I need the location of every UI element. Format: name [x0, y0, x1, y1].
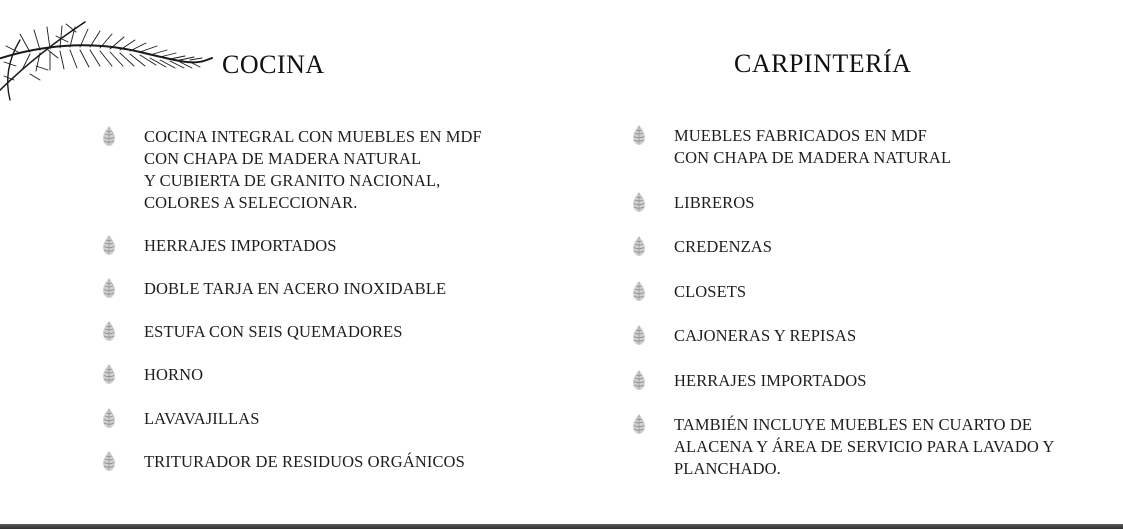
list-item [630, 325, 856, 347]
list-item-text: COCINA INTEGRAL CON MUEBLES EN MDF CON CHAPA DE MADERA NATURAL Y CUBIERTA DE GRANITO NACIONAL, COLORES A SELECCIONAR. [144, 127, 482, 212]
pinecone-icon [100, 363, 118, 385]
list-item-text: CLOSETS [674, 282, 747, 301]
list-item [100, 278, 446, 300]
list-item [630, 414, 1055, 480]
list-item [630, 370, 867, 392]
list-item-text: TRITURADOR DE RESIDUOS ORGÁNICOS [144, 452, 465, 471]
bottom-divider [0, 524, 1123, 529]
pinecone-icon [630, 235, 648, 257]
list-item-text: LIBREROS [674, 193, 755, 212]
list-item-text: LAVAVAJILLAS [144, 409, 260, 428]
pinecone-icon [100, 450, 118, 472]
pinecone-icon [100, 234, 118, 256]
list-item-text: DOBLE TARJA EN ACERO INOXIDABLE [144, 279, 447, 298]
pinecone-icon [100, 277, 118, 299]
list-item [630, 192, 755, 214]
pinecone-icon [100, 125, 118, 147]
list-item-text: CREDENZAS [674, 237, 773, 256]
pinecone-icon [630, 124, 648, 146]
list-item [100, 451, 465, 473]
list-item [100, 235, 337, 257]
pinecone-icon [630, 324, 648, 346]
list-item [630, 125, 951, 169]
pinecone-icon [630, 280, 648, 302]
pine-branch-icon [0, 0, 220, 110]
list-item [630, 236, 772, 258]
list-item-text: CAJONERAS Y REPISAS [674, 326, 857, 345]
list-item-text: HERRAJES IMPORTADOS [674, 371, 867, 390]
pinecone-icon [630, 191, 648, 213]
pinecone-icon [100, 320, 118, 342]
list-item [100, 126, 482, 214]
pinecone-icon [630, 369, 648, 391]
list-item-text: MUEBLES FABRICADOS EN MDF CON CHAPA DE MADERA NATURAL [674, 126, 952, 167]
list-item [630, 281, 746, 303]
list-item [100, 408, 260, 430]
pinecone-icon [630, 413, 648, 435]
list-item [100, 321, 403, 343]
carpinteria-title: CARPINTERÍA [734, 49, 912, 78]
list-item-text: HERRAJES IMPORTADOS [144, 236, 337, 255]
list-item-text: HORNO [144, 365, 204, 384]
list-item [100, 364, 203, 386]
list-item-text: ESTUFA CON SEIS QUEMADORES [144, 322, 403, 341]
list-item-text: TAMBIÉN INCLUYE MUEBLES EN CUARTO DE ALACENA Y ÁREA DE SERVICIO PARA LAVADO Y PLANCHADO. [674, 415, 1055, 478]
cocina-title: COCINA [222, 50, 325, 79]
pinecone-icon [100, 407, 118, 429]
